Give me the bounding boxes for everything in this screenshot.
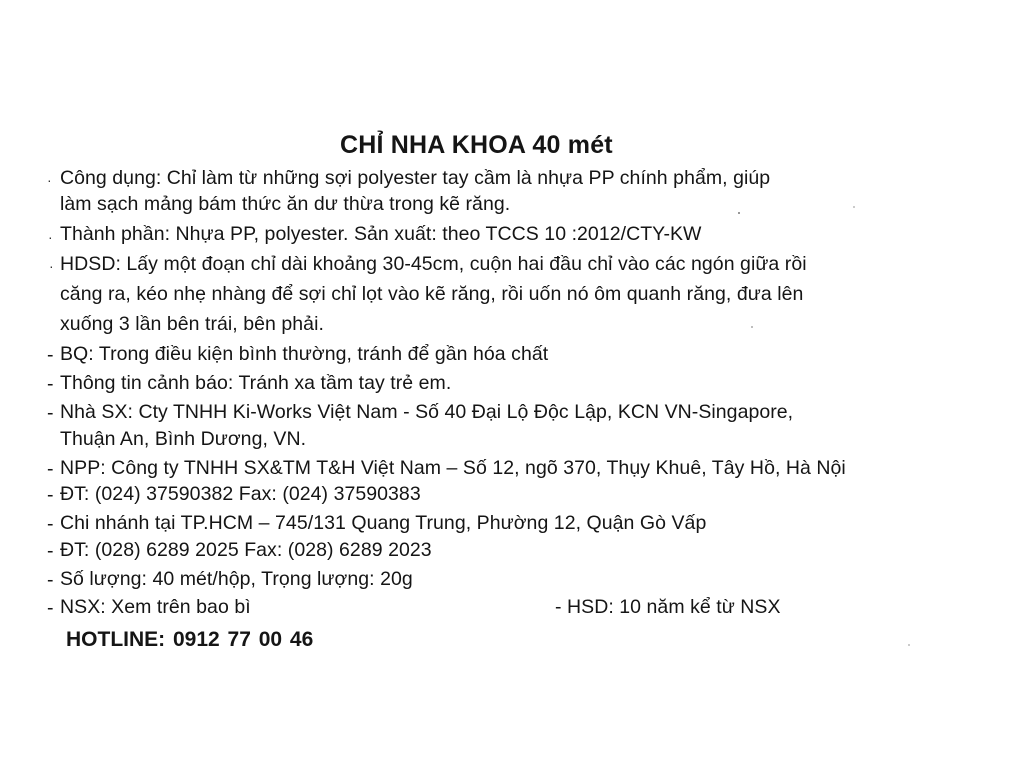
instructions-line-3: xuống 3 lần bên trái, bên phải. — [60, 313, 324, 335]
hotline: HOTLINE: 0912 77 00 46 — [66, 628, 314, 651]
usage-line-2: làm sạch mảng bám thức ăn dư thừa trong kẽ răng. — [60, 193, 511, 215]
branch-phone-line: ĐT: (028) 6289 2025 Fax: (028) 6289 2023 — [60, 539, 432, 561]
bullet-marker: · — [47, 172, 52, 188]
bullet-marker: - — [47, 569, 54, 591]
ingredients-line: Thành phần: Nhựa PP, polyester. Sản xuất: theo TCCS 10 :2012/CTY-KW — [60, 223, 702, 245]
distributor-line: NPP: Công ty TNHH SX&TM T&H Việt Nam – Số 12, ngõ 370, Thụy Khuê, Tây Hồ, Hà Nội — [60, 457, 846, 479]
instructions-line-1: HDSD: Lấy một đoạn chỉ dài khoảng 30-45cm, cuộn hai đầu chỉ vào các ngón giữa rồi — [60, 253, 807, 275]
quantity-line: Số lượng: 40 mét/hộp, Trọng lượng: 20g — [60, 568, 413, 590]
distributor-phone-line: ĐT: (024) 37590382 Fax: (024) 37590383 — [60, 483, 421, 505]
bullet-marker: - — [47, 373, 54, 395]
scan-speck — [853, 206, 855, 208]
manufacturer-line-2: Thuận An, Bình Dương, VN. — [60, 428, 307, 450]
usage-line-1: Công dụng: Chỉ làm từ những sợi polyester tay cầm là nhựa PP chính phẩm, giúp — [60, 167, 771, 189]
product-title: CHỈ NHA KHOA 40 mét — [340, 131, 613, 159]
bullet-marker: - — [47, 402, 54, 424]
expiry-line: - HSD: 10 năm kể từ NSX — [555, 596, 781, 618]
scan-speck — [738, 212, 740, 214]
bullet-marker: - — [47, 513, 54, 535]
bullet-marker: - — [47, 540, 54, 562]
manufacturer-line-1: Nhà SX: Cty TNHH Ki-Works Việt Nam - Số 40 Đại Lộ Độc Lập, KCN VN-Singapore, — [60, 401, 794, 423]
bullet-marker: - — [47, 344, 54, 366]
scan-speck — [751, 326, 753, 328]
instructions-line-2: căng ra, kéo nhẹ nhàng để sợi chỉ lọt vào kẽ răng, rồi uốn nó ôm quanh răng, đưa lên — [60, 283, 804, 305]
bullet-marker: - — [47, 458, 54, 480]
bullet-marker: - — [47, 597, 54, 619]
bullet-marker: - — [47, 484, 54, 506]
mfg-date-line: NSX: Xem trên bao bì — [60, 596, 251, 618]
branch-line: Chi nhánh tại TP.HCM – 745/131 Quang Trung, Phường 12, Quận Gò Vấp — [60, 512, 707, 534]
scan-speck — [908, 644, 910, 646]
warning-line: Thông tin cảnh báo: Tránh xa tầm tay trẻ em. — [60, 372, 452, 394]
bullet-marker: · — [48, 229, 53, 245]
bullet-marker: · — [49, 258, 54, 274]
storage-line: BQ: Trong điều kiện bình thường, tránh để gần hóa chất — [60, 343, 549, 365]
